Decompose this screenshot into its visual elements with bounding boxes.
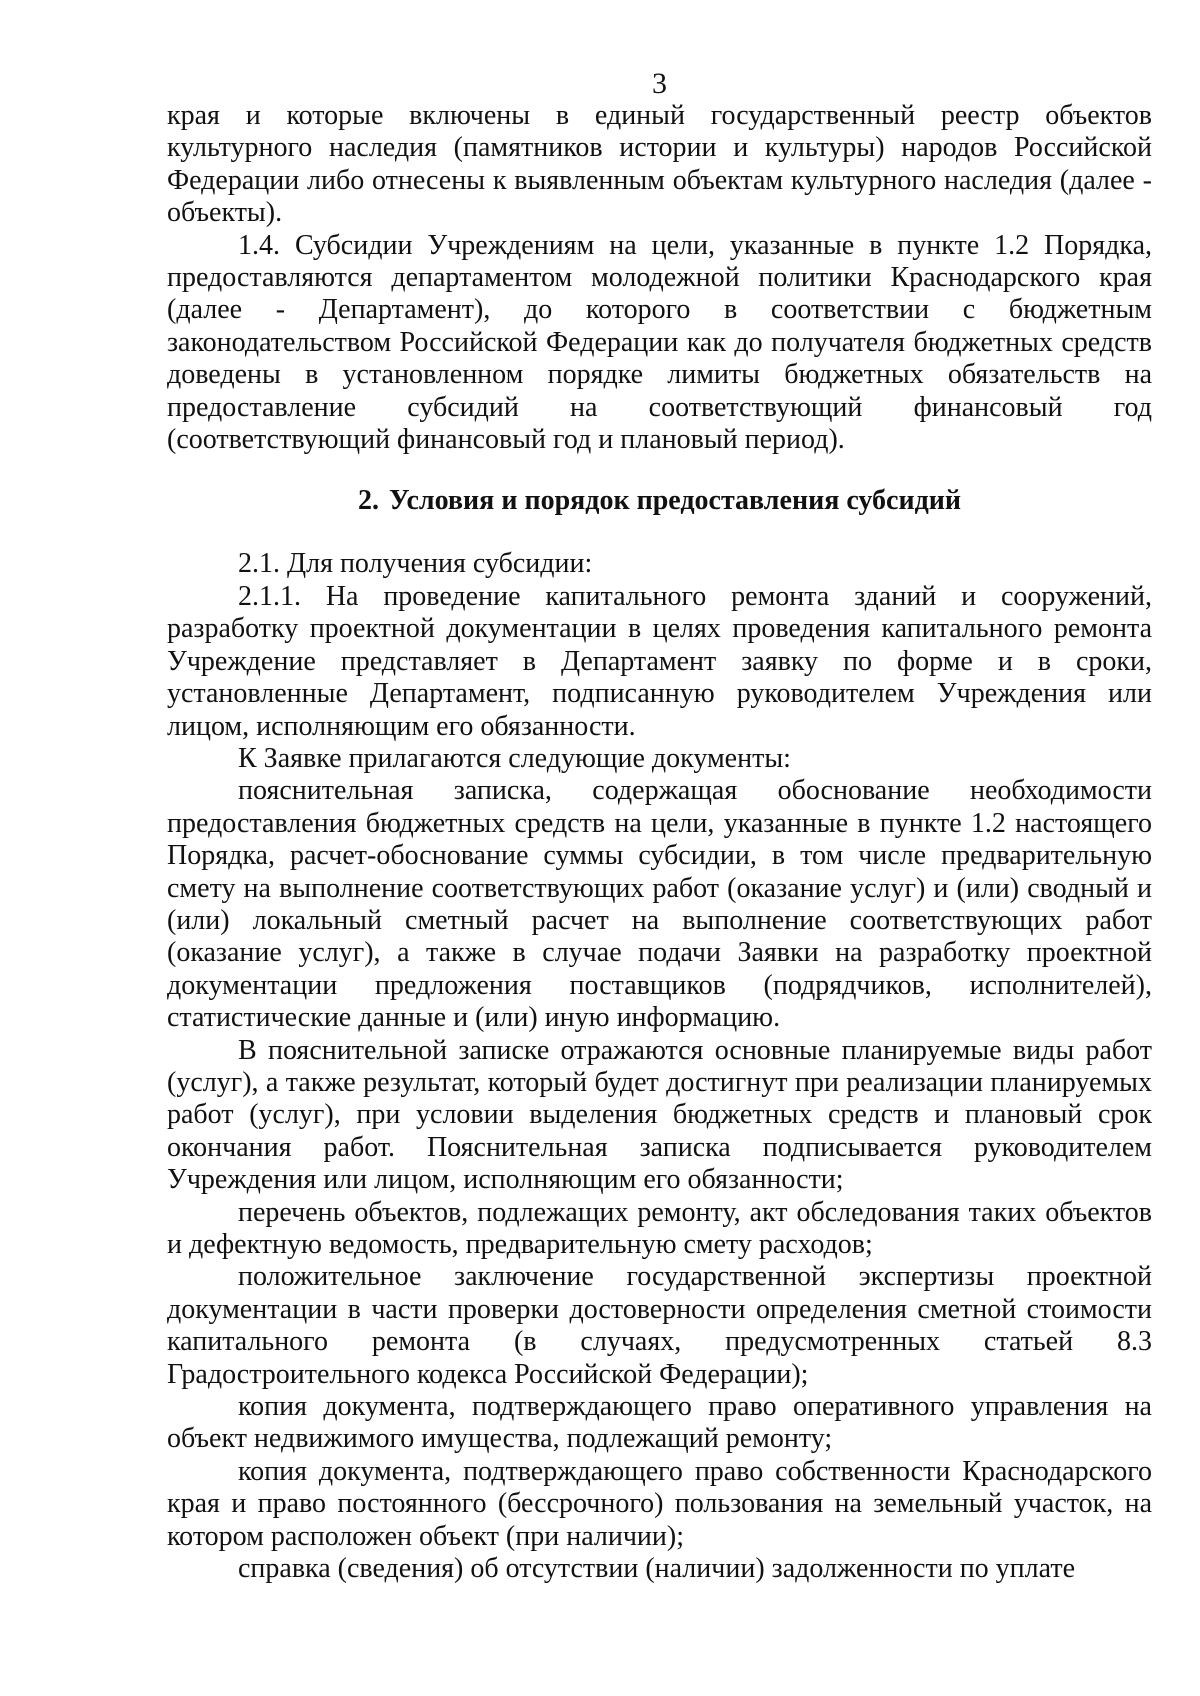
paragraph-2-1-1: 2.1.1. На проведение капитального ремонта зданий и сооружений, разработку проектной документации в целях проведения капитального ремонта Учреждение представляет в Департамент заявку по форме и в сроки, установленные Департамент, подписанную руководителем Учреждения или лицом, исполняющим его обязанности. [167,580,1152,742]
paragraph-objects-definition: края и которые включены в единый государственный реестр объектов культурного наследия (памятников истории и культуры) народов Российской Федерации либо отнесены к выявленным объектам культурного наследия (далее - объекты). [167,100,1152,229]
paragraph-1-4: 1.4. Субсидии Учреждениям на цели, указанные в пункте 1.2 Порядка, предоставляются департаментом молодежной политики Краснодарского края (далее - Департамент), до которого в соответствии с бюджетным законодательством Российской Федерации как до получателя бюджетных средств доведены в установленном порядке лимиты бюджетных обязательств на предоставление субсидий на соответствующий финансовый год (соответствующий финансовый год и плановый период). [167,229,1152,456]
paragraph-explanatory-note: пояснительная записка, содержащая обоснование необходимости предоставления бюджетных средств на цели, указанные в пункте 1.2 настоящего Порядка, расчет-обоснование суммы субсидии, в том числе предварительную смету на выполнение соответствующих работ (оказание услуг) и (или) сводный и (или) локальный сметный расчет на выполнение соответствующих работ (оказание услуг), а также в случае подачи Заявки на разработку проектной документации предложения поставщиков (подрядчиков, исполнителей), статистические данные и (или) иную информацию. [167,775,1152,1034]
paragraph-2-1: 2.1. Для получения субсидии: [238,548,593,580]
paragraph-operational-management-copy: копия документа, подтверждающего право оперативного управления на объект недвижимого имущества, подлежащий ремонту; [167,1391,1152,1455]
paragraph-note-contents: В пояснительной записке отражаются основные планируемые виды работ (услуг), а также результат, который будет достигнут при реализации планируемых работ (услуг), при условии выделения бюджетных средств и плановый срок окончания работ. Пояснительная записка подписывается руководителем Учреждения или лицом, исполняющим его обязанности; [167,1034,1152,1196]
section-heading-number: 2. [357,485,379,517]
paragraph-objects-list: перечень объектов, подлежащих ремонту, акт обследования таких объектов и дефектную ведомость, предварительную смету расходов; [167,1196,1152,1260]
paragraph-attachments-intro: К Заявке прилагаются следующие документы: [238,742,791,774]
paragraph-ownership-copy: копия документа, подтверждающего право собственности Краснодарского края и право постоянного (бессрочного) пользования на земельный участок, на котором расположен объект (при наличии); [167,1455,1152,1552]
paragraph-debt-certificate: справка (сведения) об отсутствии (наличии) задолженности по уплате [238,1553,1076,1585]
section-heading [167,484,1152,518]
page-number: 3 [652,67,667,100]
section-heading-title: Условия и порядок предоставления субсидий [388,485,962,517]
paragraph-expertise-conclusion: положительное заключение государственной экспертизы проектной документации в части проверки достоверности определения сметной стоимости капитального ремонта (в случаях, предусмотренных статьей 8.3 Градостроительного кодекса Российской Федерации); [167,1261,1152,1390]
document-page [167,68,1152,1585]
